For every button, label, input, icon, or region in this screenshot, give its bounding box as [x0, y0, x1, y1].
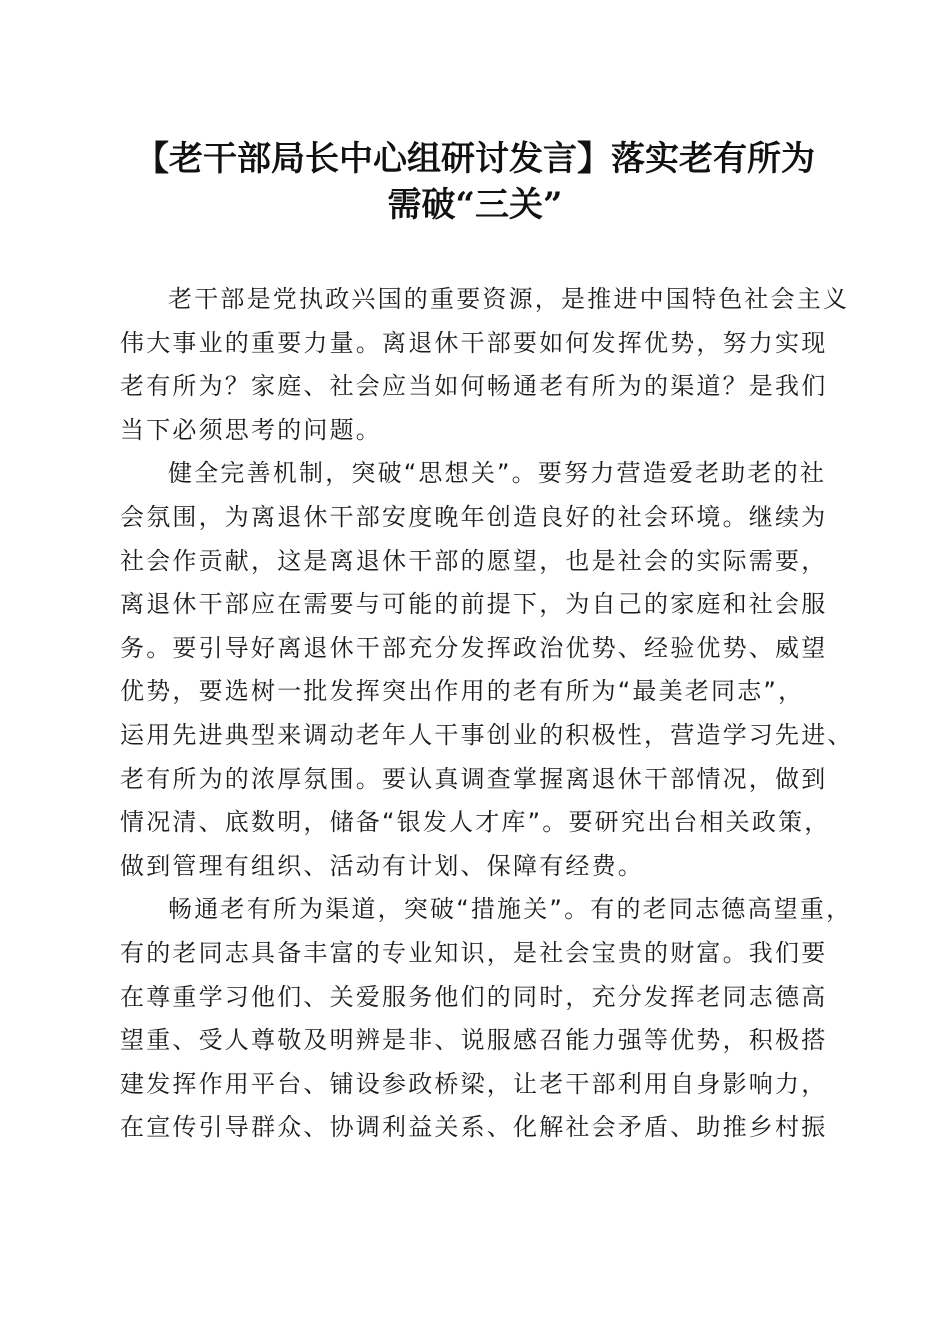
paragraph-line: 社会作贡献，这是离退休干部的愿望，也是社会的实际需要，: [120, 546, 828, 575]
paragraph-line: 运用先进典型来调动老年人干事创业的积极性，营造学习先进、: [120, 720, 854, 749]
paragraph-line: 当下必须思考的问题。: [120, 415, 382, 444]
paragraph-line: 在尊重学习他们、关爱服务他们的同时，充分发挥老同志德高: [120, 982, 828, 1011]
paragraph-3: [120, 888, 853, 1150]
paragraph-line: 伟大事业的重要力量。离退休干部要如何发挥优势，努力实现: [120, 328, 828, 357]
paragraph-line: 情况清、底数明，储备“银发人才库”。要研究出台相关政策，: [120, 808, 831, 837]
title-line-2: 需破“三关”: [387, 185, 563, 225]
paragraph-line: 做到管理有组织、活动有计划、保障有经费。: [120, 851, 644, 880]
paragraph-line: 老有所为？家庭、社会应当如何畅通老有所为的渠道？是我们: [120, 372, 828, 401]
paragraph-line: 会氛围，为离退休干部安度晚年创造良好的社会环境。继续为: [120, 502, 828, 531]
paragraph-line: 优势，要选树一批发挥突出作用的老有所为“最美老同志”，: [120, 677, 805, 706]
document-title: [100, 136, 850, 228]
paragraph-line: 建发挥作用平台、铺设参政桥梁，让老干部利用自身影响力，: [120, 1069, 828, 1098]
paragraph-line: 离退休干部应在需要与可能的前提下，为自己的家庭和社会服: [120, 590, 828, 619]
paragraph-line: 老有所为的浓厚氛围。要认真调查掌握离退休干部情况，做到: [120, 764, 828, 793]
paragraph-line: 在宣传引导群众、协调利益关系、化解社会矛盾、助推乡村振: [120, 1113, 828, 1142]
paragraph-line: 畅通老有所为渠道，突破“措施关”。有的老同志德高望重，: [168, 895, 853, 924]
title-line-1: 【老干部局长中心组研讨发言】落实老有所为: [135, 139, 815, 179]
paragraph-line: 务。要引导好离退休干部充分发挥政治优势、经验优势、威望: [120, 633, 828, 662]
document-body: [120, 278, 854, 1150]
paragraph-line: 老干部是党执政兴国的重要资源，是推进中国特色社会主义: [168, 285, 850, 313]
paragraph-line: 有的老同志具备丰富的专业知识，是社会宝贵的财富。我们要: [120, 938, 828, 967]
paragraph-line: 望重、受人尊敬及明辨是非、说服感召能力强等优势，积极搭: [120, 1026, 828, 1055]
paragraph-line: 健全完善机制，突破“思想关”。要努力营造爱老助老的社: [168, 459, 827, 488]
paragraph-1: [120, 278, 850, 452]
paragraph-2: [120, 452, 854, 888]
